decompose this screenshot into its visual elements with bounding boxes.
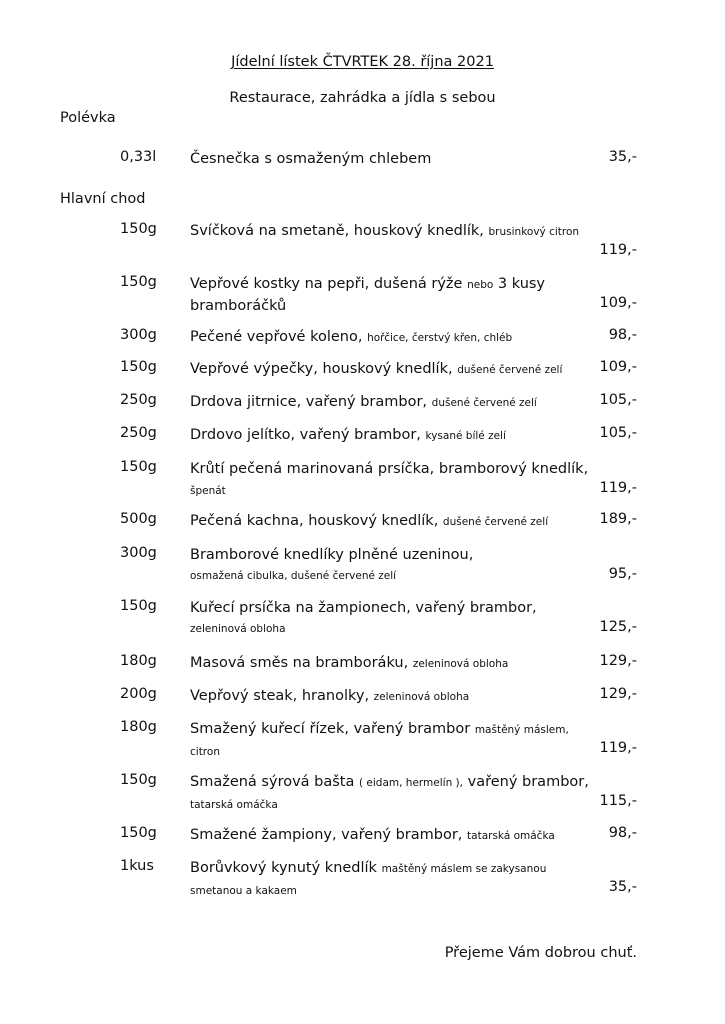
item-price: 119,-: [599, 242, 637, 258]
item-name: Kuřecí prsíčka na žampionech, vařený brambor,: [190, 600, 537, 616]
item-price: 109,-: [599, 359, 637, 375]
item-note: špenát: [190, 485, 226, 497]
item-quantity: 150g: [120, 221, 157, 237]
item-quantity: 150g: [120, 274, 157, 290]
footer-greeting: Přejeme Vám dobrou chuť.: [444, 945, 637, 961]
item-description: [190, 545, 590, 587]
section-heading-main: Hlavní chod: [60, 191, 146, 207]
item-name: Smažené žampiony, vařený brambor,: [190, 827, 463, 843]
item-note: dušené červené zelí: [457, 364, 563, 376]
item-quantity: 300g: [120, 327, 157, 343]
item-price: 35,-: [608, 149, 637, 165]
item-price: 105,-: [599, 425, 637, 441]
item-description: [190, 511, 590, 533]
section-heading-soup: Polévka: [60, 110, 116, 126]
item-note: maštěný máslem se zakysanou smetanou a kakaem: [190, 863, 547, 897]
item-quantity: 150g: [120, 459, 157, 475]
item-note: maštěný máslem, citron: [190, 724, 569, 758]
item-description: [190, 359, 590, 381]
item-quantity: 150g: [120, 598, 157, 614]
item-note: hořčice, čerstvý křen, chléb: [367, 332, 513, 344]
item-price: 119,-: [599, 740, 637, 756]
item-name: Krůtí pečená marinovaná prsíčka, bramborový knedlík,: [190, 461, 589, 477]
menu-subtitle: Restaurace, zahrádka a jídla s sebou: [229, 90, 496, 106]
item-name-continued: 3 kusy bramboráčků: [190, 276, 546, 314]
item-description: [190, 149, 590, 170]
item-description: [190, 598, 590, 640]
item-note-continued: tatarská omáčka: [190, 799, 278, 811]
item-price: 98,-: [608, 327, 637, 343]
item-price: 95,-: [608, 566, 637, 582]
item-name: Vepřový steak, hranolky,: [190, 688, 370, 704]
item-name: Smažený kuřecí řízek, vařený brambor: [190, 721, 471, 737]
item-quantity: 250g: [120, 425, 157, 441]
item-name-continued: vařený brambor,: [467, 774, 589, 790]
item-quantity: 200g: [120, 686, 157, 702]
item-name: Smažená sýrová bašta: [190, 774, 355, 790]
item-description: [190, 327, 590, 349]
item-name: Česnečka s osmaženým chlebem: [190, 151, 432, 167]
item-note: kysané bílé zelí: [425, 430, 506, 442]
item-quantity: 300g: [120, 545, 157, 561]
menu-title: Jídelní lístek ČTVRTEK 28. října 2021: [231, 54, 494, 70]
item-quantity: 500g: [120, 511, 157, 527]
item-description: [190, 274, 590, 317]
item-description: [190, 425, 590, 447]
item-price: 98,-: [608, 825, 637, 841]
item-note: zeleninová obloha: [412, 658, 509, 670]
item-note: ( eidam, hermelín ),: [358, 777, 463, 789]
item-note: dušené červené zelí: [431, 397, 537, 409]
item-quantity: 180g: [120, 719, 157, 735]
item-note: zeleninová obloha: [373, 691, 470, 703]
item-description: [190, 459, 590, 502]
item-quantity: 1kus: [120, 858, 154, 874]
item-description: [190, 858, 590, 902]
item-price: 189,-: [599, 511, 637, 527]
item-note: osmažená cibulka, dušené červené zelí: [190, 570, 397, 582]
item-quantity: 150g: [120, 359, 157, 375]
item-name: Vepřové kostky na pepři, dušená rýže: [190, 276, 463, 292]
item-description: [190, 221, 590, 243]
item-description: [190, 392, 590, 414]
item-name: Pečená kachna, houskový knedlík,: [190, 513, 439, 529]
item-description: [190, 653, 590, 675]
item-name: Svíčková na smetaně, houskový knedlík,: [190, 223, 484, 239]
item-note: zeleninová obloha: [190, 623, 286, 635]
item-quantity: 150g: [120, 772, 157, 788]
item-price: 109,-: [599, 295, 637, 311]
item-price: 129,-: [599, 653, 637, 669]
item-price: 119,-: [599, 480, 637, 496]
item-quantity: 250g: [120, 392, 157, 408]
item-name: Masová směs na bramboráku,: [190, 655, 409, 671]
item-price: 125,-: [599, 619, 637, 635]
item-note: tatarská omáčka: [467, 830, 555, 842]
item-price: 105,-: [599, 392, 637, 408]
item-name: Drdova jitrnice, vařený brambor,: [190, 394, 428, 410]
item-name: Vepřové výpečky, houskový knedlík,: [190, 361, 453, 377]
item-price: 35,-: [608, 879, 637, 895]
item-price: 115,-: [599, 793, 637, 809]
item-name: Bramborové knedlíky plněné uzeninou,: [190, 547, 474, 563]
item-description: [190, 772, 590, 816]
item-note: brusinkový citron: [488, 226, 580, 238]
item-name: Pečené vepřové koleno,: [190, 329, 363, 345]
item-description: [190, 825, 590, 847]
item-quantity: 180g: [120, 653, 157, 669]
item-name: Drdovo jelítko, vařený brambor,: [190, 427, 421, 443]
item-name: Borůvkový kynutý knedlík: [190, 860, 377, 876]
item-note: dušené červené zelí: [442, 516, 549, 528]
item-quantity: 150g: [120, 825, 157, 841]
item-description: [190, 686, 590, 708]
item-note: nebo: [467, 279, 494, 291]
item-price: 129,-: [599, 686, 637, 702]
item-quantity: 0,33l: [120, 149, 157, 165]
item-description: [190, 719, 590, 763]
